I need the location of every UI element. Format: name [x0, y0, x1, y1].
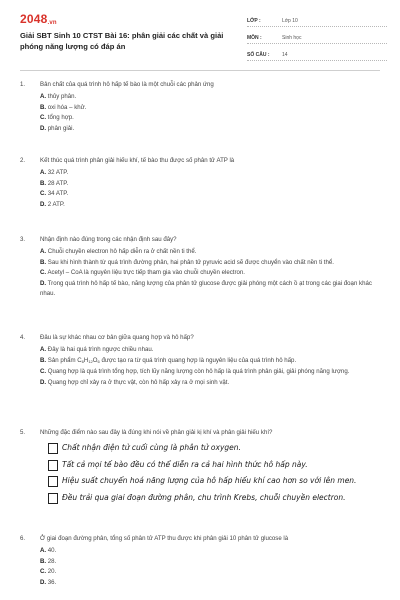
- option-c[interactable]: C. Acetyl – CoA là nguyên liệu trực tiếp tham gia vào chuỗi chuyền electron.: [40, 269, 245, 277]
- checkbox-option-4[interactable]: Đều trải qua giai đoạn đường phân, chu trình Krebs, chuỗi chuyền electron.: [48, 490, 380, 507]
- meta-row-count: SỐ CÂU : 14: [247, 45, 387, 61]
- meta-box: [247, 11, 387, 62]
- site-logo[interactable]: 2048.vn: [20, 12, 57, 26]
- question-text: Những đặc điểm nào sau đây là đúng khi nói về phân giải kị khí và phân giải hiếu khí?: [40, 429, 273, 436]
- option-b[interactable]: B. oxi hóa – khử.: [40, 103, 87, 111]
- option-c[interactable]: C. tổng hợp.: [40, 114, 74, 122]
- question-text: Kết thúc quá trình phân giải hiếu khí, tế bào thu được số phân tử ATP là: [40, 157, 235, 164]
- option-d[interactable]: D. 2 ATP.: [40, 200, 65, 208]
- option-a[interactable]: A. Chuỗi chuyền electron hô hấp diễn ra ở chất nền ti thể.: [40, 248, 197, 256]
- checkbox[interactable]: [48, 476, 58, 487]
- option-d[interactable]: D. Trong quá trình hô hấp tế bào, năng lượng của phân tử glucose được giải phóng một cách ồ ạt trong các giai đoạn khác nhau.: [40, 279, 372, 298]
- meta-row-class: LỚP : Lớp 10: [247, 11, 387, 27]
- checkbox[interactable]: [48, 460, 58, 471]
- meta-row-subject: MÔN : Sinh học: [247, 28, 387, 44]
- document-header: [0, 0, 400, 68]
- question-1: 1. Bản chất của quá trình hô hấp tế bào là một chuỗi các phản ứng A. thủy phân. B. oxi hóa – khử. C. tổng hợp. D. phân giải.: [20, 80, 380, 134]
- option-d[interactable]: D. Quang hợp chỉ xảy ra ở thực vật, còn hô hấp xảy ra ở mọi sinh vật.: [40, 378, 230, 386]
- option-d[interactable]: D. phân giải.: [40, 124, 75, 132]
- option-c[interactable]: C. 20.: [40, 568, 57, 576]
- option-a[interactable]: A. 32 ATP.: [40, 169, 69, 177]
- question-text: Ở giai đoạn đường phân, tổng số phân tử ATP thu được khi phân giải 10 phân tử glucose là: [40, 535, 289, 542]
- question-5: 5. Những đặc điểm nào sau đây là đúng khi nói về phân giải kị khí và phân giải hiếu khí? Chất nhận điện tử cuối cùng là phân tử oxygen. Tất cả mọi tế bào đều có thể diễn ra cả hai hình thức hô hấp này. Hiệu suất chuyển hoá năng lượng của hô hấp hiếu khí cao hơn so với lên men. Đều trải qua giai đoạn đường phân, chu trình Krebs, chuỗi chuyền electron.: [20, 428, 380, 506]
- header-divider: [20, 70, 380, 71]
- option-c[interactable]: C. 34 ATP.: [40, 190, 69, 198]
- option-b[interactable]: B. Sản phẩm $C_6H_{12}O_6$ được tạo ra từ quá trình quang hợp là nguyên liệu của quá trình hô hấp.: [40, 356, 297, 364]
- question-4: 4. Đâu là sự khác nhau cơ bản giữa quang hợp và hô hấp? A. Đây là hai quá trình ngược chiều nhau. B. Sản phẩm $C_6H_{12}O_6$ được tạo ra từ quá trình quang hợp là nguyên liệu của quá trình hô hấp. C. Quang hợp là quá trình tổng hợp, tích lũy năng lượng còn hô hấp là quá trình phân giải, giải phóng năng lượng. D. Quang hợp chỉ xảy ra ở thực vật, còn hô hấp xảy ra ở mọi sinh vật.: [20, 333, 380, 388]
- checkbox-option-3[interactable]: Hiệu suất chuyển hoá năng lượng của hô hấp hiếu khí cao hơn so với lên men.: [48, 473, 380, 490]
- document-title: Giải SBT Sinh 10 CTST Bài 16: phân giải các chất và giải phóng năng lượng có đáp án: [20, 31, 224, 51]
- checkbox[interactable]: [48, 443, 58, 454]
- question-3: 3. Nhận định nào đúng trong các nhận định sau đây? A. Chuỗi chuyền electron hô hấp diễn ra ở chất nền ti thể. B. Sau khi hình thành từ quá trình đường phân, hai phân tử pyruvic acid sẽ được chuyển vào chất nền ti thể. C. Acetyl – CoA là nguyên liệu trực tiếp tham gia vào chuỗi chuyền electron. D. Trong quá trình hô hấp tế bào, năng lượng của phân tử glucose được giải phóng một cách ồ ạt trong các giai đoạn khác nhau.: [20, 235, 380, 299]
- question-6: 6. Ở giai đoạn đường phân, tổng số phân tử ATP thu được khi phân giải 10 phân tử glucose là A. 40. B. 28. C. 20. D. 36.: [20, 534, 380, 588]
- option-b[interactable]: B. 28 ATP.: [40, 179, 69, 187]
- option-b[interactable]: B. Sau khi hình thành từ quá trình đường phân, hai phân tử pyruvic acid sẽ được chuyển vào chất nền ti thể.: [40, 258, 334, 266]
- option-a[interactable]: A. Đây là hai quá trình ngược chiều nhau.: [40, 346, 154, 354]
- checkbox-option-2[interactable]: Tất cả mọi tế bào đều có thể diễn ra cả hai hình thức hô hấp này.: [48, 457, 380, 474]
- checkbox-option-1[interactable]: Chất nhận điện tử cuối cùng là phân tử oxygen.: [48, 440, 380, 457]
- question-text: Bản chất của quá trình hô hấp tế bào là một chuỗi các phản ứng: [40, 81, 214, 88]
- question-2: 2. Kết thúc quá trình phân giải hiếu khí, tế bào thu được số phân tử ATP là A. 32 ATP. B. 28 ATP. C. 34 ATP. D. 2 ATP.: [20, 156, 380, 210]
- question-text: Đâu là sự khác nhau cơ bản giữa quang hợp và hô hấp?: [40, 334, 194, 341]
- option-a[interactable]: A. 40.: [40, 547, 57, 555]
- option-c[interactable]: C. Quang hợp là quá trình tổng hợp, tích lũy năng lượng còn hô hấp là quá trình phân giải, giải phóng năng lượng.: [40, 368, 350, 376]
- option-d[interactable]: D. 36.: [40, 578, 57, 586]
- option-a[interactable]: A. thủy phân.: [40, 93, 77, 101]
- checkbox[interactable]: [48, 493, 58, 504]
- option-b[interactable]: B. 28.: [40, 557, 57, 565]
- question-text: Nhận định nào đúng trong các nhận định sau đây?: [40, 236, 177, 243]
